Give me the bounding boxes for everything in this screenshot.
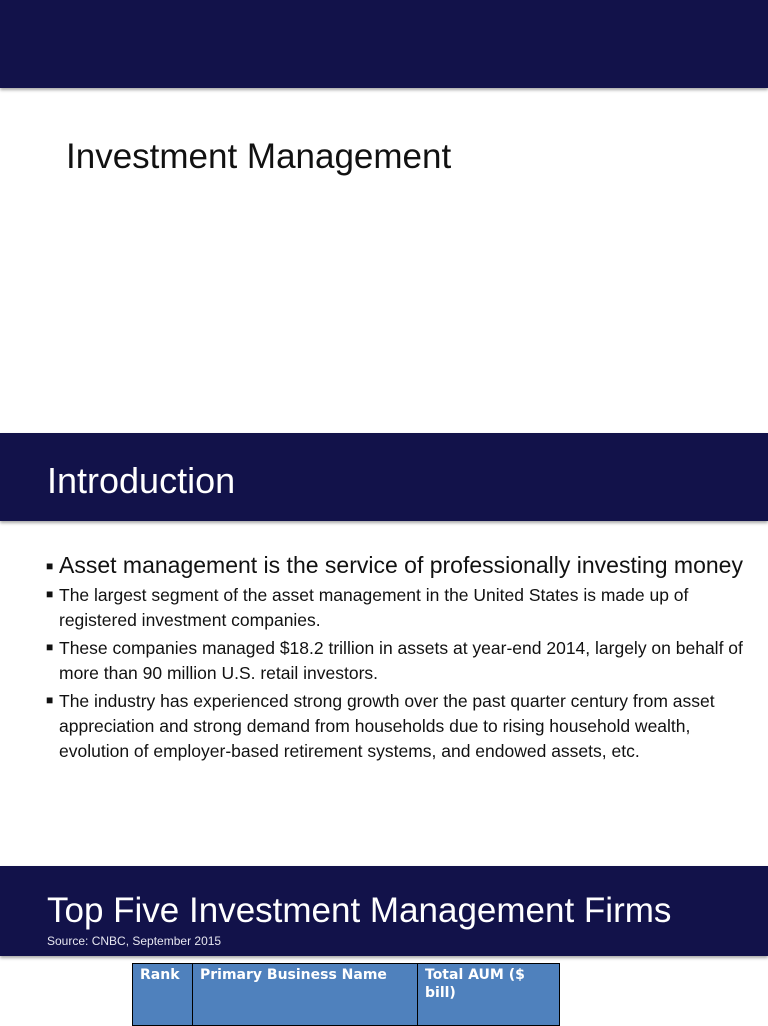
- bullet-text: These companies managed $18.2 trillion in assets at year-end 2014, largely on behalf of more than 90 million U.S. retail investors.: [59, 638, 743, 683]
- slide2-bullet-list: [46, 550, 746, 767]
- square-bullet-icon: ■: [46, 640, 54, 654]
- square-bullet-icon: ■: [46, 559, 54, 573]
- bullet-item: [46, 636, 746, 686]
- slide1-header-band: [0, 0, 768, 88]
- column-header-rank: Rank: [133, 964, 193, 1026]
- slide3-title: Top Five Investment Management Firms: [47, 891, 672, 930]
- bullet-item: [46, 583, 746, 633]
- source-note: Source: CNBC, September 2015: [47, 934, 222, 948]
- column-header-total-aum: Total AUM ($ bill): [418, 964, 560, 1026]
- column-header-business-name: Primary Business Name: [193, 964, 418, 1026]
- firms-table: [132, 963, 560, 1026]
- square-bullet-icon: ■: [46, 587, 54, 601]
- bullet-text: The largest segment of the asset management in the United States is made up of registered investment companies.: [59, 585, 689, 630]
- bullet-text: Asset management is the service of professionally investing money: [59, 552, 743, 578]
- table-header-row: [133, 964, 560, 1026]
- slide2-title: Introduction: [47, 460, 236, 501]
- square-bullet-icon: ■: [46, 693, 54, 707]
- bullet-text: The industry has experienced strong growth over the past quarter century from asset appreciation and strong demand from households due to rising household wealth, evolution of employer-based retirement systems, and endowed assets, etc.: [59, 691, 715, 761]
- bullet-item: [46, 550, 746, 581]
- slide1-title: Investment Management: [66, 137, 452, 176]
- bullet-item: [46, 689, 746, 764]
